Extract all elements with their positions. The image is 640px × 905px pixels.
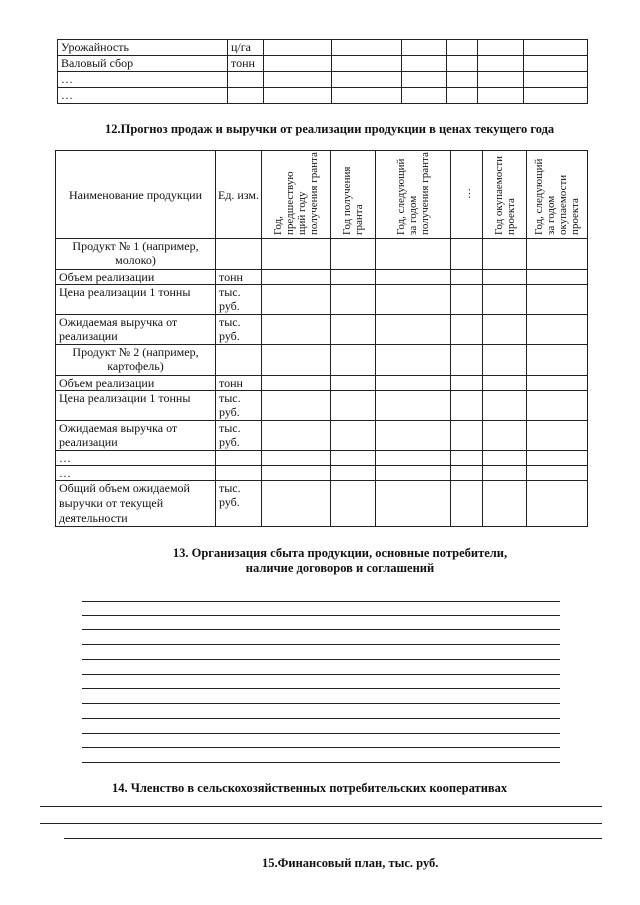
- table-row: [56, 345, 588, 376]
- fill-line[interactable]: [82, 688, 560, 689]
- fill-line[interactable]: [82, 674, 560, 675]
- row-name: …: [58, 88, 228, 104]
- product-1-label: Продукт № 1 (например, молоко): [56, 239, 216, 270]
- table-row: [58, 40, 588, 56]
- section-12-title: 12.Прогноз продаж и выручки от реализации продукции в ценах текущего года: [105, 122, 555, 136]
- fill-line[interactable]: [82, 718, 560, 719]
- table-header-row: [56, 151, 588, 239]
- table-row: Цена реализации 1 тонны тыс. руб.: [56, 391, 588, 421]
- table-row: [58, 56, 588, 72]
- table-row: [56, 239, 588, 270]
- table-row: Ожидаемая выручка от реализации тыс. руб.: [56, 315, 588, 345]
- table-row: Ожидаемая выручка от реализации тыс. руб.: [56, 421, 588, 451]
- header-product-name: Наименование продукции: [56, 151, 216, 239]
- table-row: [58, 88, 588, 104]
- table-row: Объем реализации тонн: [56, 376, 588, 391]
- fill-line[interactable]: [82, 703, 560, 704]
- fill-line[interactable]: [82, 659, 560, 660]
- row-unit: [228, 88, 264, 104]
- product-2-label: Продукт № 2 (например, картофель): [56, 345, 216, 376]
- fill-line[interactable]: [82, 733, 560, 734]
- section-13-title-line-2: наличие договоров и соглашений: [245, 561, 435, 575]
- table-row: [58, 72, 588, 88]
- fill-line[interactable]: [82, 601, 560, 602]
- yield-table: [57, 39, 588, 104]
- fill-line[interactable]: [40, 806, 602, 807]
- row-name: Урожайность: [58, 40, 228, 56]
- header-year-before-grant: Год, предшествую щий году получения гранта: [262, 151, 331, 239]
- section-14-title: 14. Членство в сельскохозяйственных потребительских кооперативах: [112, 781, 508, 795]
- fill-line[interactable]: [64, 838, 602, 839]
- table-row: Объем реализации тонн: [56, 270, 588, 285]
- sales-forecast-table: [55, 150, 588, 527]
- row-unit: ц/га: [228, 40, 264, 56]
- header-unit: Ед. изм.: [216, 151, 262, 239]
- header-ellipsis: …: [451, 151, 483, 239]
- section-15-title: 15.Финансовый план, тыс. руб.: [262, 856, 439, 870]
- row-unit: [228, 72, 264, 88]
- header-year-after-grant: Год, следующий за годом получения гранта: [376, 151, 451, 239]
- row-unit: тонн: [228, 56, 264, 72]
- total-revenue-label: Общий объем ожидаемой выручки от текущей деятельности: [56, 481, 216, 527]
- fill-line[interactable]: [82, 615, 560, 616]
- table-row: …: [56, 451, 588, 466]
- table-row: Общий объем ожидаемой выручки от текущей деятельности тыс. руб.: [56, 481, 588, 527]
- fill-line[interactable]: [82, 629, 560, 630]
- fill-line[interactable]: [82, 762, 560, 763]
- row-name: …: [58, 72, 228, 88]
- fill-line[interactable]: [82, 747, 560, 748]
- header-year-after-payback: Год, следующий за годом окупаемости проекта: [527, 151, 588, 239]
- section-13-title-line-1: 13. Организация сбыта продукции, основные потребители,: [172, 546, 508, 560]
- table-row: Цена реализации 1 тонны тыс. руб.: [56, 285, 588, 315]
- row-name: Валовый сбор: [58, 56, 228, 72]
- fill-line[interactable]: [82, 644, 560, 645]
- table-row: …: [56, 466, 588, 481]
- fill-line[interactable]: [40, 823, 602, 824]
- header-grant-year: Год получения гранта: [331, 151, 376, 239]
- header-payback-year: Год окупаемости проекта: [483, 151, 527, 239]
